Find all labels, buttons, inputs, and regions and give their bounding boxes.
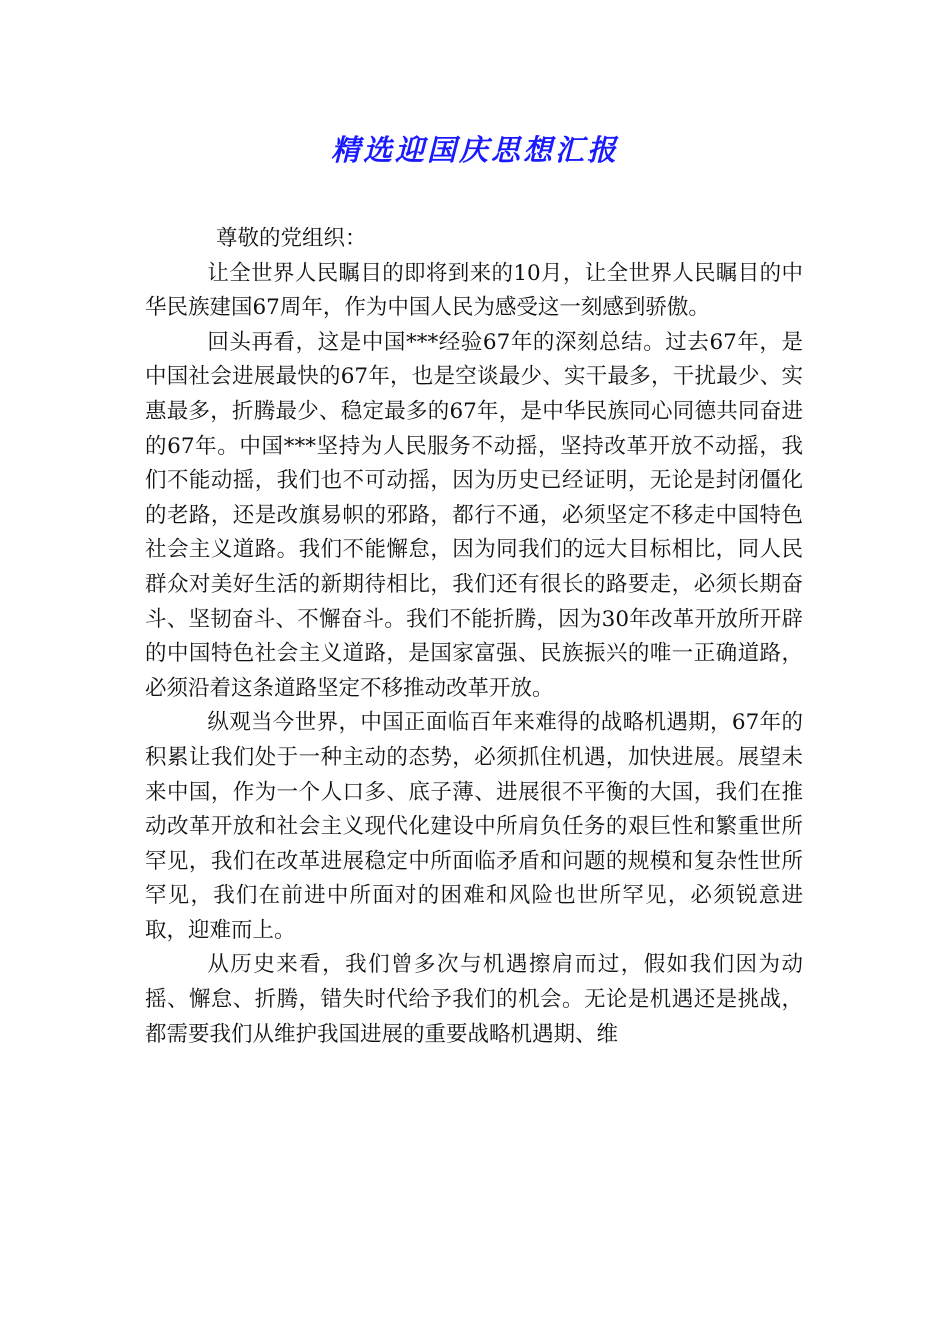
salutation: 尊敬的党组织： [215, 226, 367, 251]
document-title: 精选迎国庆思想汇报 [330, 133, 619, 167]
paragraph-4: 从历史来看，我们曾多次与机遇擦肩而过，假如我们因为动摇、懈怠、折腾，错失时代给予我们的机会。无论是机遇还是挑战，都需要我们从维护我国进展的重要战略机遇期、维 [145, 952, 803, 1047]
paragraph-3: 纵观当今世界，中国正面临百年来难得的战略机遇期，67年的积累让我们处于一种主动的态势，必须抓住机遇，加快进展。展望未来中国，作为一个人口多、底子薄、进展很不平衡的大国，我们在推动改革开放和社会主义现代化建设中所肩负任务的艰巨性和繁重世所罕见，我们在改革进展稳定中所面临矛盾和问题的规模和复杂性世所罕见，我们在前进中所面对的困难和风险也世所罕见，必须锐意进取，迎难而上。 [145, 710, 803, 943]
document-body [145, 222, 803, 1052]
paragraph-2: 回头再看，这是中国***经验67年的深刻总结。过去67年，是中国社会进展最快的67年，也是空谈最少、实干最多，干扰最少、实惠最多，折腾最少、稳定最多的67年，是中华民族同心同德共同奋进的67年。中国***坚持为人民服务不动摇，坚持改革开放不动摇，我们不能动摇，我们也不可动摇，因为历史已经证明，无论是封闭僵化的老路，还是改旗易帜的邪路，都行不通，必须坚定不移走中国特色社会主义道路。我们不能懈怠，因为同我们的远大目标相比，同人民群众对美好生活的新期待相比，我们还有很长的路要走，必须长期奋斗、坚韧奋斗、不懈奋斗。我们不能折腾，因为30年改革开放所开辟的中国特色社会主义道路，是国家富强、民族振兴的唯一正确道路，必须沿着这条道路坚定不移推动改革开放。 [145, 329, 803, 701]
paragraph-1: 让全世界人民瞩目的即将到来的10月，让全世界人民瞩目的中华民族建国67周年，作为中国人民为感受这一刻感到骄傲。 [145, 260, 803, 321]
